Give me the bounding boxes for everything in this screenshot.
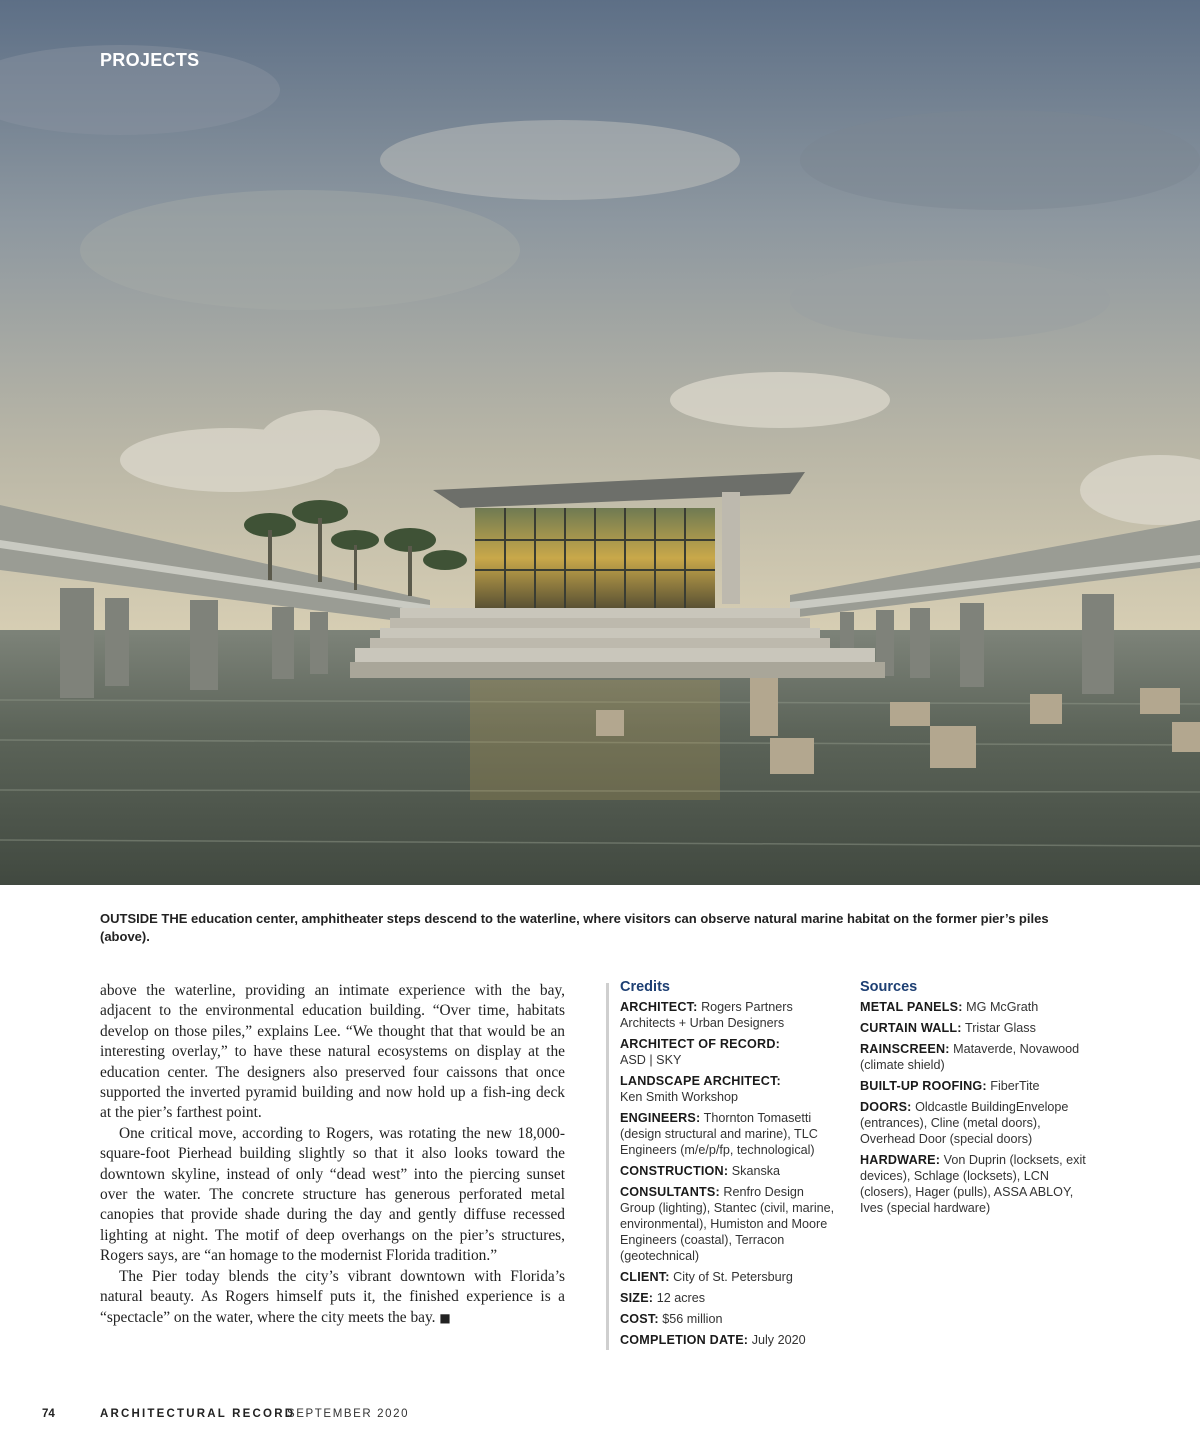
credit-label: ENGINEERS: bbox=[620, 1111, 701, 1125]
credit-entry bbox=[620, 1332, 840, 1348]
caption-lead: OUTSIDE THE bbox=[100, 911, 188, 926]
credit-value: Renfro Design Group (lighting), Stantec (civil, marine, environmental), Humiston and Moore Engineers (coastal), Terracon (geotechnical) bbox=[620, 1185, 835, 1263]
source-label: METAL PANELS: bbox=[860, 1000, 963, 1014]
credit-value: Ken Smith Workshop bbox=[620, 1090, 739, 1104]
source-entry bbox=[860, 999, 1095, 1015]
sources-heading: Sources bbox=[860, 979, 918, 995]
caption-text: education center, amphitheater steps descend to the waterline, where visitors can observe natural marine habitat on the former pier’s piles (above). bbox=[100, 911, 1049, 944]
credit-label: ARCHITECT OF RECORD: bbox=[620, 1037, 781, 1051]
credit-entry bbox=[620, 1184, 840, 1264]
credit-label: LANDSCAPE ARCHITECT: bbox=[620, 1074, 781, 1088]
credit-entry bbox=[620, 1290, 840, 1306]
source-label: CURTAIN WALL: bbox=[860, 1021, 962, 1035]
issue-date: SEPTEMBER 2020 bbox=[287, 1408, 410, 1420]
credit-entry bbox=[620, 1163, 840, 1179]
source-entry bbox=[860, 1078, 1095, 1094]
credit-entry bbox=[620, 1036, 840, 1068]
credits-heading: Credits bbox=[620, 979, 670, 995]
credit-entry bbox=[620, 1311, 840, 1327]
credit-label: SIZE: bbox=[620, 1291, 654, 1305]
section-label: PROJECTS bbox=[100, 50, 200, 70]
source-label: RAINSCREEN: bbox=[860, 1042, 950, 1056]
credit-value: ASD | SKY bbox=[620, 1053, 682, 1067]
credit-label: COST: bbox=[620, 1312, 659, 1326]
source-entry bbox=[860, 1152, 1095, 1216]
body-paragraph-2: One critical move, according to Rogers, was rotating the new 18,000-square-foot Pierhead building slightly so that it also looks toward the downtown skyline, instead of only “dead west” into the piercing sunset over the water. The concrete structure has generous perforated metal canopies that provide shade during the day and gently diffuse recessed lighting at night. The motif of deep overhangs on the pier’s structures, Rogers says, are “an homage to the modernist Florida tradition.” bbox=[100, 1124, 565, 1265]
credit-value: Thornton Tomasetti (design structural and marine), TLC Engineers (m/e/p/fp, technological) bbox=[620, 1111, 818, 1157]
source-value: Von Duprin (locksets, exit devices), Schlage (locksets), LCN (closers), Hager (pulls), ASSA ABLOY, Ives (special hardware) bbox=[860, 1153, 1086, 1215]
photo-caption bbox=[100, 910, 1080, 946]
source-label: DOORS: bbox=[860, 1100, 912, 1114]
source-entry bbox=[860, 1099, 1095, 1147]
source-value: Mataverde, Novawood (climate shield) bbox=[860, 1042, 1080, 1072]
body-paragraph-1: above the waterline, providing an intimate experience with the bay, adjacent to the environmental education building. “Over time, habitats develop on those piles,” explains Lee. “We thought that that would be an interesting overlay,” to have these natural ecosystems on display at the education center. The designers also preserved four caissons that once supported the inverted pyramid building and now hold up a fish-ing deck at the pier’s farthest point. bbox=[100, 982, 565, 1122]
page-number: 74 bbox=[42, 1408, 55, 1420]
credit-entry bbox=[620, 1269, 840, 1285]
credit-label: CONSULTANTS: bbox=[620, 1185, 720, 1199]
body-paragraph-3 bbox=[100, 1267, 565, 1328]
credits-sidebar bbox=[620, 979, 840, 1353]
credit-label: COMPLETION DATE: bbox=[620, 1333, 749, 1347]
end-mark: ■ bbox=[439, 1310, 451, 1325]
credit-value: $56 million bbox=[662, 1312, 723, 1326]
source-entry bbox=[860, 1041, 1095, 1073]
sources-sidebar bbox=[860, 979, 1095, 1221]
credit-label: CONSTRUCTION: bbox=[620, 1164, 729, 1178]
source-value: FiberTite bbox=[990, 1079, 1040, 1093]
credit-value: July 2020 bbox=[751, 1333, 806, 1347]
publication-name: ARCHITECTURAL RECORD bbox=[100, 1408, 296, 1420]
source-value: MG McGrath bbox=[966, 1000, 1039, 1014]
credit-entry bbox=[620, 999, 840, 1031]
source-label: HARDWARE: bbox=[860, 1153, 941, 1167]
source-value: Tristar Glass bbox=[964, 1021, 1036, 1035]
credit-label: ARCHITECT: bbox=[620, 1000, 698, 1014]
sidebar-rule bbox=[606, 983, 609, 1350]
credit-entry bbox=[620, 1073, 840, 1105]
credit-value: City of St. Petersburg bbox=[673, 1270, 793, 1284]
credit-value: Rogers Partners Architects + Urban Designers bbox=[620, 1000, 793, 1030]
article-body bbox=[100, 981, 565, 1328]
source-value: Oldcastle BuildingEnvelope (entrances), Cline (metal doors), Overhead Door (special doors) bbox=[860, 1100, 1069, 1146]
credit-value: Skanska bbox=[731, 1164, 781, 1178]
source-entry bbox=[860, 1020, 1095, 1036]
body-paragraph-3-text: The Pier today blends the city’s vibrant downtown with Florida’s natural beauty. As Rogers himself puts it, the finished experience is a “spectacle” on the water, where the city meets the bay. bbox=[100, 1267, 565, 1326]
credit-entry bbox=[620, 1110, 840, 1158]
credit-label: CLIENT: bbox=[620, 1270, 670, 1284]
credit-value: 12 acres bbox=[656, 1291, 705, 1305]
source-label: BUILT-UP ROOFING: bbox=[860, 1079, 987, 1093]
